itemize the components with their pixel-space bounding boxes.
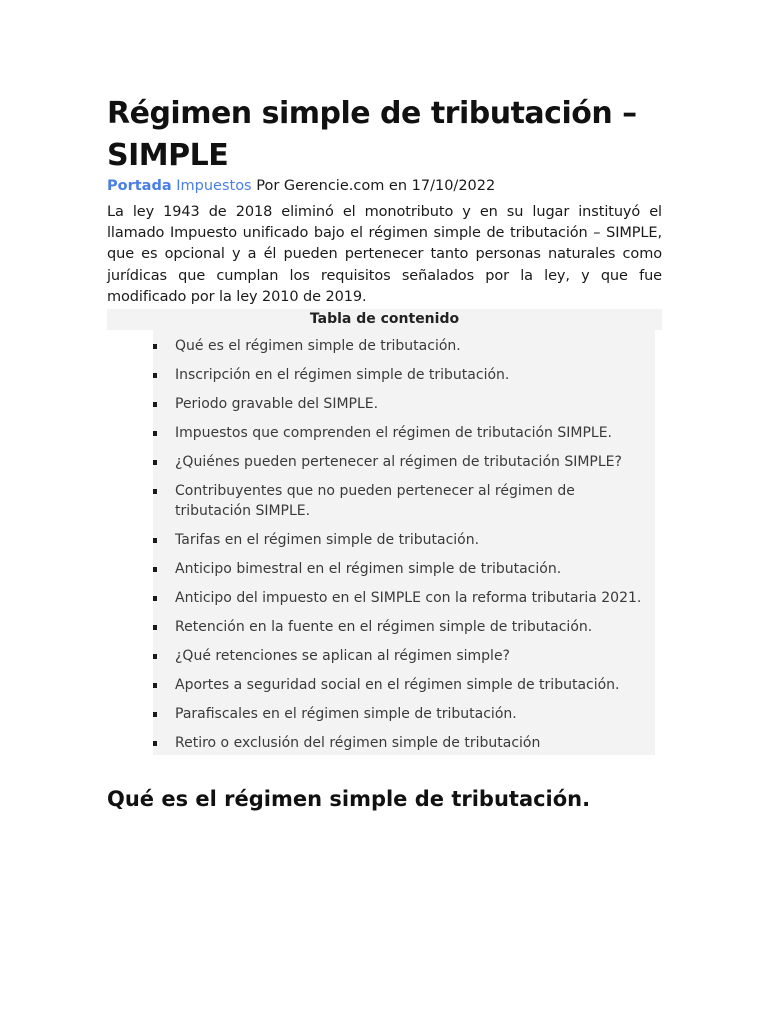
toc-item[interactable]: [153, 394, 655, 414]
toc-link[interactable]: Qué es el régimen simple de tributación.: [175, 338, 461, 354]
bullet-icon: [153, 683, 157, 688]
bullet-icon: [153, 402, 157, 407]
article-title: Régimen simple de tributación – SIMPLE: [107, 96, 637, 173]
toc-item[interactable]: [153, 530, 655, 550]
toc-item[interactable]: [153, 617, 655, 637]
toc-list: [153, 336, 655, 753]
article-meta: [107, 176, 667, 196]
byline: Por Gerencie.com en 17/10/2022: [256, 178, 496, 194]
intro-paragraph: La ley 1943 de 2018 eliminó el monotributo y en su lugar instituyó el llamado Impuesto unificado bajo el régimen simple de tributación – SIMPLE, que es opcional y a él pueden pertenecer tanto personas naturales como jurídicas que cumplan los requisitos señalados por la ley, y que fue modificado por la ley 2010 de 2019.: [107, 204, 662, 305]
bullet-icon: [153, 489, 157, 494]
toc-link[interactable]: Periodo gravable del SIMPLE.: [175, 396, 379, 412]
toc-item[interactable]: [153, 365, 655, 385]
category-link-portada[interactable]: Portada: [107, 178, 172, 194]
toc-link[interactable]: Tarifas en el régimen simple de tributación.: [175, 532, 480, 548]
toc-item[interactable]: [153, 481, 655, 521]
toc-link[interactable]: Inscripción en el régimen simple de tributación.: [175, 367, 510, 383]
toc-item[interactable]: [153, 423, 655, 443]
bullet-icon: [153, 567, 157, 572]
toc-link[interactable]: Contribuyentes que no pueden pertenecer al régimen de tributación SIMPLE.: [175, 483, 575, 519]
bullet-icon: [153, 538, 157, 543]
bullet-icon: [153, 654, 157, 659]
bullet-icon: [153, 625, 157, 630]
toc-link[interactable]: Impuestos que comprenden el régimen de tributación SIMPLE.: [175, 425, 612, 441]
bullet-icon: [153, 344, 157, 349]
toc-title: Tabla de contenido: [107, 309, 662, 330]
table-of-contents: [107, 309, 662, 755]
toc-link[interactable]: Parafiscales en el régimen simple de tributación.: [175, 706, 517, 722]
bullet-icon: [153, 712, 157, 717]
toc-item[interactable]: [153, 559, 655, 579]
toc-body: [153, 330, 655, 755]
toc-item[interactable]: [153, 675, 655, 695]
toc-item[interactable]: [153, 646, 655, 666]
toc-link[interactable]: Aportes a seguridad social en el régimen simple de tributación.: [175, 677, 620, 693]
bullet-icon: [153, 741, 157, 746]
category-link-impuestos[interactable]: Impuestos: [176, 178, 252, 194]
toc-link[interactable]: Anticipo bimestral en el régimen simple de tributación.: [175, 561, 562, 577]
toc-link[interactable]: Retiro o exclusión del régimen simple de tributación: [175, 735, 541, 751]
section-heading: Qué es el régimen simple de tributación.: [107, 787, 591, 811]
toc-link[interactable]: Retención en la fuente en el régimen simple de tributación.: [175, 619, 593, 635]
bullet-icon: [153, 373, 157, 378]
toc-item[interactable]: [153, 588, 655, 608]
bullet-icon: [153, 431, 157, 436]
toc-link[interactable]: Anticipo del impuesto en el SIMPLE con la reforma tributaria 2021.: [175, 590, 642, 606]
toc-item[interactable]: [153, 704, 655, 724]
toc-link[interactable]: ¿Qué retenciones se aplican al régimen simple?: [175, 648, 510, 664]
toc-link[interactable]: ¿Quiénes pueden pertenecer al régimen de tributación SIMPLE?: [175, 454, 622, 470]
bullet-icon: [153, 596, 157, 601]
bullet-icon: [153, 460, 157, 465]
toc-item[interactable]: [153, 452, 655, 472]
toc-item[interactable]: [153, 733, 655, 753]
toc-item[interactable]: [153, 336, 655, 356]
